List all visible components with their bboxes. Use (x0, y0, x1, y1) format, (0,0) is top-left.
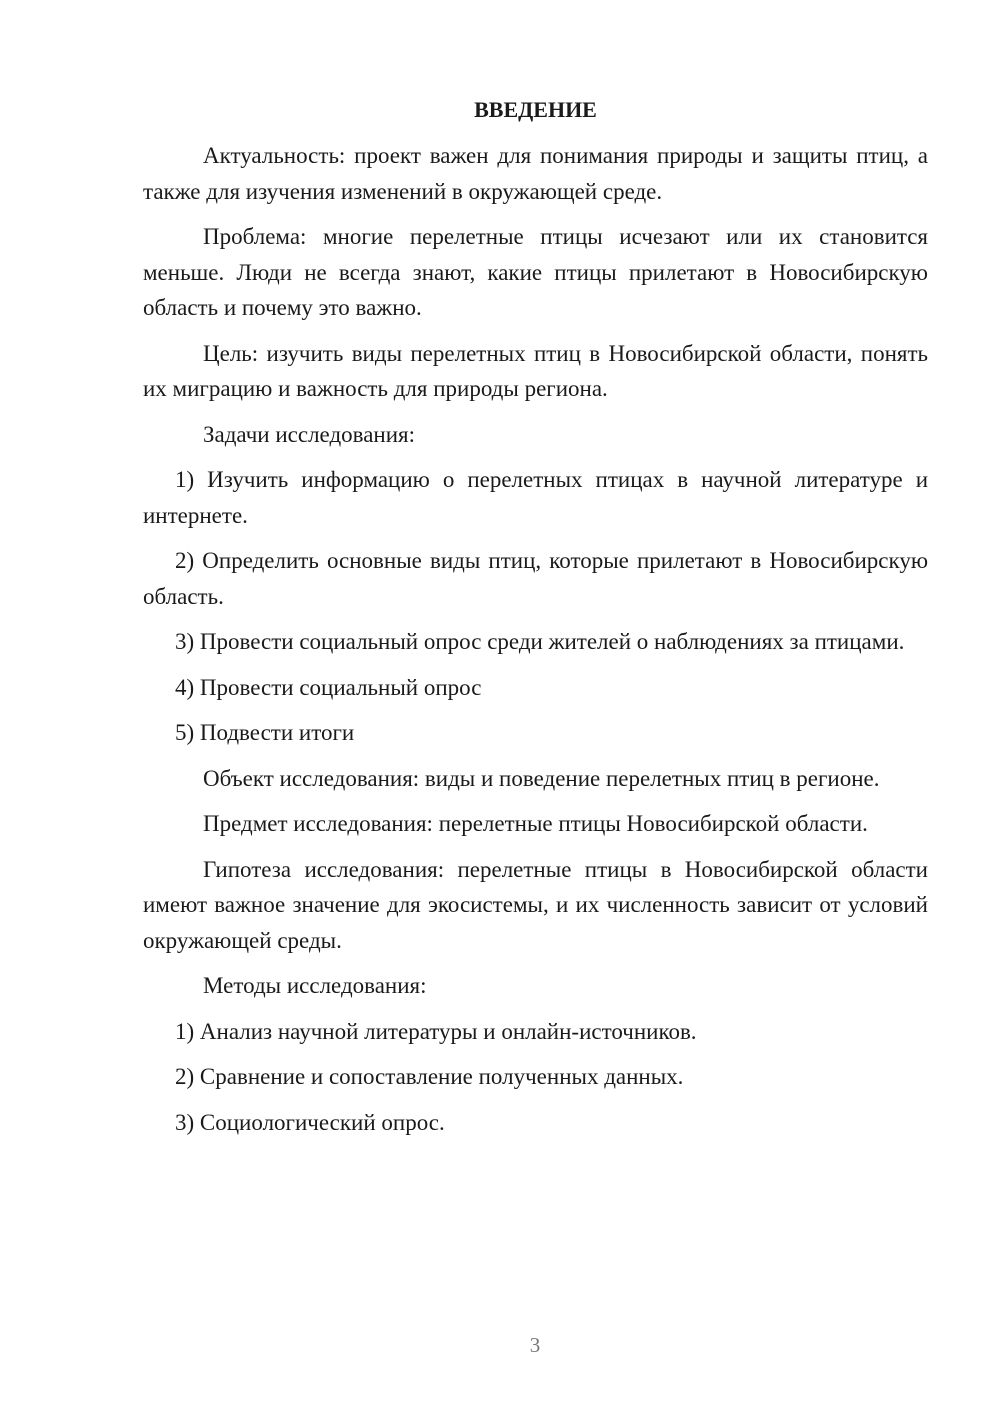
page-number: 3 (529, 1333, 541, 1357)
paragraph-object: Объект исследования: виды и поведение перелетных птиц в регионе. (203, 765, 880, 791)
paragraph-subject: Предмет исследования: перелетные птицы Новосибирской области. (203, 811, 868, 836)
list-item-task-2: 2) Определить основные виды птиц, которые прилетают в Новосибирскую область. (143, 548, 928, 609)
paragraph-methods-heading: Методы исследования: (203, 973, 427, 998)
list-item-task-4: 4) Провести социальный опрос (175, 674, 482, 700)
paragraph-tasks-heading: Задачи исследования: (203, 421, 416, 447)
list-item-method-3: 3) Социологический опрос. (175, 1109, 445, 1135)
list-item-task-3: 3) Провести социальный опрос среди жителей о наблюдениях за птицами. (175, 629, 905, 654)
list-item-method-1: 1) Анализ научной литературы и онлайн-источников. (175, 1018, 697, 1044)
page-content (143, 92, 928, 1150)
list-item-task-1: 1) Изучить информацию о перелетных птицах в научной литературе и интернете. (143, 467, 928, 528)
page-title: ВВЕДЕНИЕ (474, 97, 597, 122)
list-item-method-2: 2) Сравнение и сопоставление полученных данных. (175, 1064, 684, 1089)
paragraph-problem: Проблема: многие перелетные птицы исчезают или их становится меньше. Люди не всегда знают, какие птицы прилетают в Новосибирскую область и почему это важно. (143, 224, 928, 320)
paragraph-relevance: Актуальность: проект важен для понимания природы и защиты птиц, а также для изучения изменений в окружающей среде. (143, 143, 928, 204)
paragraph-hypothesis: Гипотеза исследования: перелетные птицы в Новосибирской области имеют важное значение для экосистемы, и их численность зависит от условий окружающей среды. (143, 856, 928, 953)
list-item-task-5: 5) Подвести итоги (175, 720, 355, 745)
paragraph-goal: Цель: изучить виды перелетных птиц в Новосибирской области, понять их миграцию и важность для природы региона. (143, 340, 928, 401)
